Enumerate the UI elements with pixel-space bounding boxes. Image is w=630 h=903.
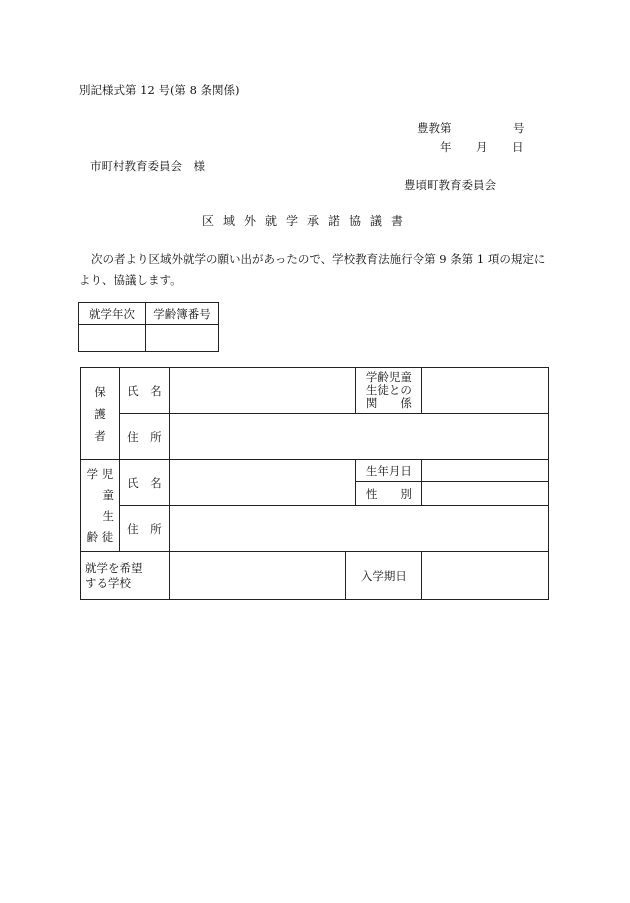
guardian-char-1: 保: [94, 384, 106, 399]
document-number-prefix: 豊教第: [417, 121, 452, 135]
entry-date-cell: [422, 552, 549, 600]
date-year: 年: [440, 140, 452, 154]
sender: 豊頃町教育委員会: [404, 178, 496, 192]
relation-label: [356, 368, 422, 414]
guardian-char-2: 護: [94, 406, 106, 421]
desired-school-line-1: 就学を希望: [85, 560, 143, 575]
entry-date-label: 入学期日: [346, 552, 422, 600]
register-number-cell: [146, 325, 219, 352]
guardian-name-cell: [169, 368, 356, 414]
desired-school-line-2: する学校: [85, 575, 131, 590]
student-name-cell: [169, 460, 356, 506]
sex-label: 性 別: [356, 482, 422, 506]
student-label-mid1: 童: [102, 487, 114, 502]
document-number: [417, 120, 525, 136]
date-month: 月: [476, 140, 488, 154]
relation-line-3: 関 係: [365, 396, 412, 410]
document-title: 区域外就学承諾協議書: [202, 214, 413, 228]
desired-school-cell: [169, 552, 346, 600]
form-label: 別記様式第 12 号(第 8 条関係): [79, 83, 240, 97]
application-table: [80, 367, 549, 600]
student-label-top: 学 児: [86, 466, 114, 481]
desired-school-label: [81, 552, 170, 600]
guardian-name-label: 氏 名: [119, 368, 169, 414]
student-group-label: [81, 460, 120, 552]
date-day: 日: [512, 140, 524, 154]
birthdate-label: 生年月日: [356, 460, 422, 482]
guardian-group-label: [81, 368, 120, 460]
student-label-mid2: 生: [102, 508, 114, 523]
student-address-label: 住 所: [119, 506, 169, 552]
addressee: 市町村教育委員会 様: [90, 159, 205, 173]
student-label-bottom: 齢 徒: [86, 529, 114, 544]
relation-line-1: 学齢児童: [365, 370, 412, 384]
relation-line-2: 生徒との: [365, 383, 412, 397]
school-year-header: 就学年次: [79, 303, 146, 325]
birthdate-cell: [422, 460, 549, 482]
sex-cell: [422, 482, 549, 506]
relation-cell: [422, 368, 549, 414]
guardian-address-label: 住 所: [119, 414, 169, 460]
guardian-char-3: 者: [94, 428, 106, 443]
document-number-suffix: 号: [513, 121, 525, 135]
student-address-cell: [169, 506, 548, 552]
school-year-cell: [79, 325, 146, 352]
student-name-label: 氏 名: [119, 460, 169, 506]
register-number-header: 学齢簿番号: [146, 303, 219, 325]
year-register-table: [78, 302, 219, 352]
guardian-address-cell: [169, 414, 548, 460]
body-text: 次の者より区域外就学の願い出があったので、学校教育法施行令第 9 条第 1 項の規定により、協議します。: [79, 252, 546, 287]
